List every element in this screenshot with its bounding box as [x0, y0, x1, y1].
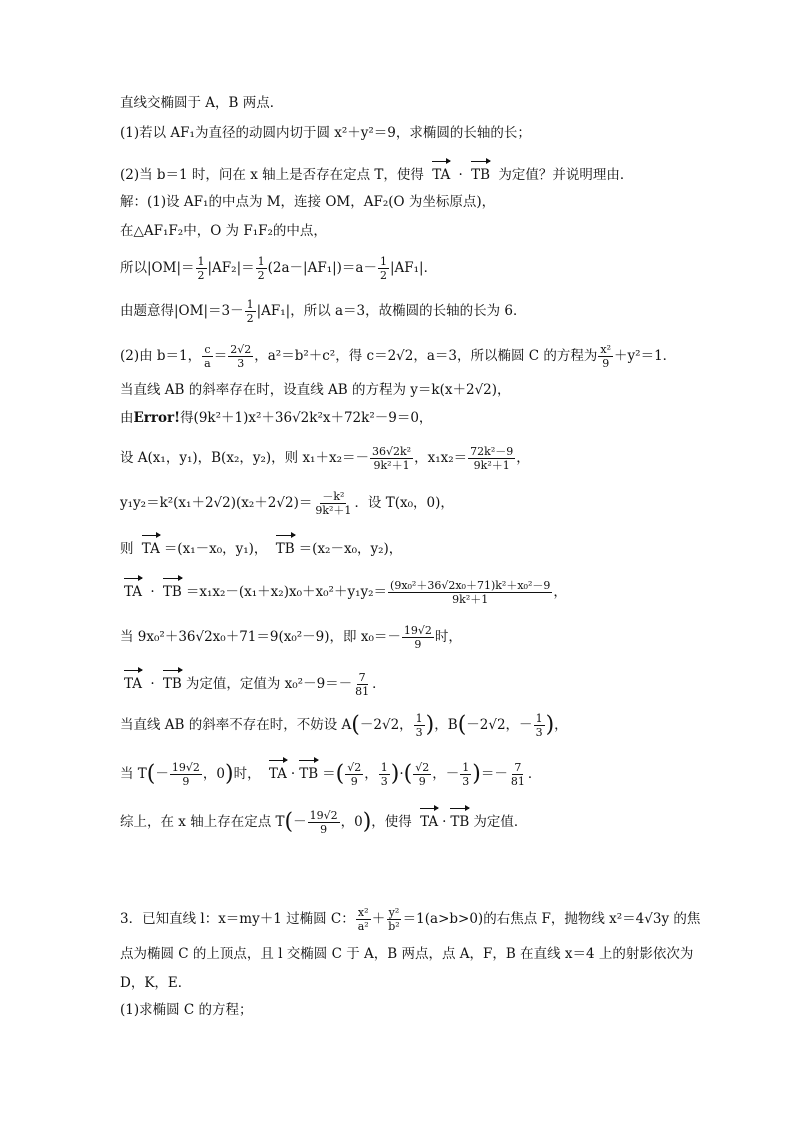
fraction: $\frac{1}{2}$ [379, 255, 387, 282]
equation-line: 由题意得|OM|＝3－ $\frac{1}{2}$ |AF₁|，所以 a＝3，故椭圆的长轴的长为 6． [120, 298, 527, 325]
vector-tb: TB [450, 806, 469, 832]
fraction: $\frac{1}{2}$ [197, 255, 205, 282]
fraction: $\frac{\text{x²}}{\text{a²}}$ [357, 906, 369, 933]
equation-line: 当 9x₀²＋36√2x₀＋71＝9(x₀²－9)，即 x₀＝－ $\frac{19√2}{9}$ 时， [120, 624, 462, 651]
fraction: $\frac{√2}{9}$ [347, 761, 362, 788]
text-line: 解：(1)设 AF₁的中点为 M，连接 OM，AF₂(O 为坐标原点)， [120, 194, 496, 210]
text-line: 直线交椭圆于 A，B 两点． [120, 95, 284, 111]
fraction: $\frac{19√2}{9}$ [309, 809, 338, 836]
equation-line: TA · TB 为定值，定值为 x₀²－9＝－ $\frac{7}{81}$ ． [120, 668, 386, 698]
text-line: 点为椭圆 C 的上顶点，且 l 交椭圆 C 于 A，B 两点，点 A，F，B 在直线 x＝4 上的射影依次为 [120, 946, 694, 962]
vector-tb: TB [471, 159, 490, 185]
equation-line: TA · TB ＝x₁x₂－(x₁＋x₂)x₀＋x₀²＋y₁y₂＝ $\frac{\text{(9x₀²＋36√2x₀＋71)k²＋x₀²－9}}{\text{9k²＋1}}$ ， [120, 576, 567, 606]
vector-ta: TA [124, 576, 142, 602]
fraction: $\frac{\text{－k²}}{\text{9k²＋1}}$ [315, 490, 352, 517]
text-line: 在△AF₁F₂中，O 为 F₁F₂的中点， [120, 223, 327, 239]
equation-line: 综上，在 x 轴上存在定点 T(－ $\frac{19√2}{9}$ ，0)，使得 TA · TB 为定值． [120, 806, 527, 836]
fraction: $\frac{1}{3}$ [415, 712, 423, 739]
text-line: (1)求椭圆 C 的方程； [120, 1002, 253, 1018]
equation-line: 则 TA ＝(x₁－x₀，y₁)， TB ＝(x₂－x₀，y₂)， [120, 533, 402, 559]
vector-ta: TA [420, 806, 438, 832]
fraction: $\frac{√2}{9}$ [415, 761, 430, 788]
vector-ta: TA [269, 758, 287, 784]
fraction: $\frac{\text{x²}}{9}$ [600, 343, 612, 370]
vector-tb: TB [299, 758, 318, 784]
fraction: $\frac{\text{(9x₀²＋36√2x₀＋71)k²＋x₀²－9}}{\text{9k²＋1}}$ [390, 579, 551, 606]
fraction: $\frac{2√2}{3}$ [230, 343, 252, 370]
equation-line: (2)由 b＝1， $\frac{c}{a}$ ＝ $\frac{2√2}{3}$ ，a²＝b²＋c²，得 c＝2√2，a＝3，所以椭圆 C 的方程为 $\frac{\text{x²}}{9}$ ＋y²＝1． [120, 343, 677, 370]
text-line: (1)若以 AF₁为直径的动圆内切于圆 x²＋y²＝9，求椭圆的长轴的长； [120, 125, 531, 141]
vector-tb: TB [163, 668, 182, 694]
fraction: $\frac{1}{3}$ [380, 761, 388, 788]
equation-line: 设 A(x₁，y₁)，B(x₂，y₂)，则 x₁＋x₂＝－ $\frac{\text{36√2k²}}{\text{9k²＋1}}$ ，x₁x₂＝ $\frac{\text{72k²－9}}{\text{9k²＋1}}$ ， [120, 445, 530, 472]
vector-tb: TB [276, 533, 295, 559]
vector-tb: TB [163, 576, 182, 602]
equation-line: 当 T(－ $\frac{19√2}{9}$ ，0)时， TA · TB ＝( $\frac{√2}{9}$ ， $\frac{1}{3}$ )·( $\frac{√2}{9}$ ，－ $\frac{1}{3}$ )＝－ $\frac{7}{81}$ ． [120, 758, 541, 788]
equation-line: y₁y₂＝k²(x₁＋2√2)(x₂＋2√2)＝ $\frac{\text{－k²}}{\text{9k²＋1}}$ ．设 T(x₀，0)， [120, 490, 454, 517]
vector-ta: TA [124, 668, 142, 694]
text-line: D，K，E． [120, 975, 192, 991]
equation-line: 所以|OM|＝ $\frac{1}{2}$ |AF₂|＝ $\frac{1}{2}$ (2a－|AF₁|)＝a－ $\frac{1}{2}$ |AF₁|． [120, 255, 438, 282]
fraction: $\frac{19√2}{9}$ [403, 624, 432, 651]
fraction: $\frac{1}{3}$ [462, 761, 470, 788]
vector-ta: TA [432, 159, 450, 185]
vector-ta: TA [142, 533, 160, 559]
fraction: $\frac{\text{72k²－9}}{\text{9k²＋1}}$ [470, 445, 514, 472]
fraction: $\frac{1}{2}$ [257, 255, 265, 282]
fraction: $\frac{1}{2}$ [246, 298, 254, 325]
fraction: $\frac{\text{36√2k²}}{\text{9k²＋1}}$ [372, 445, 412, 472]
equation-line: 当直线 AB 的斜率不存在时，不妨设 A(－2√2， $\frac{1}{3}$ )，B(－2√2，－ $\frac{1}{3}$ )， [120, 712, 568, 739]
fraction: $\frac{7}{81}$ [510, 761, 525, 788]
error-marker: Error! [133, 410, 181, 426]
fraction: $\frac{7}{81}$ [355, 671, 370, 698]
text-line: (2)当 b＝1 时，问在 x 轴上是否存在定点 T，使得 TA · TB 为定值？并说明理由． [120, 159, 633, 185]
problem-3-line: 3．已知直线 l：x＝my＋1 过椭圆 C： $\frac{\text{x²}}{\text{a²}}$ ＋ $\frac{\text{y²}}{\text{b²}}$ ＝1(a>b>0)的右焦点 F，抛物线 x²＝4√3y 的焦 [120, 906, 701, 933]
text-line: 当直线 AB 的斜率存在时，设直线 AB 的方程为 y＝k(x＋2√2)， [120, 382, 511, 398]
fraction: $\frac{1}{3}$ [535, 712, 543, 739]
text-line: 由Error!得(9k²＋1)x²＋36√2k²x＋72k²－9＝0， [120, 410, 433, 426]
fraction: $\frac{19√2}{9}$ [171, 761, 200, 788]
fraction: $\frac{c}{a}$ [204, 343, 211, 370]
fraction: $\frac{\text{y²}}{\text{b²}}$ [388, 906, 400, 933]
